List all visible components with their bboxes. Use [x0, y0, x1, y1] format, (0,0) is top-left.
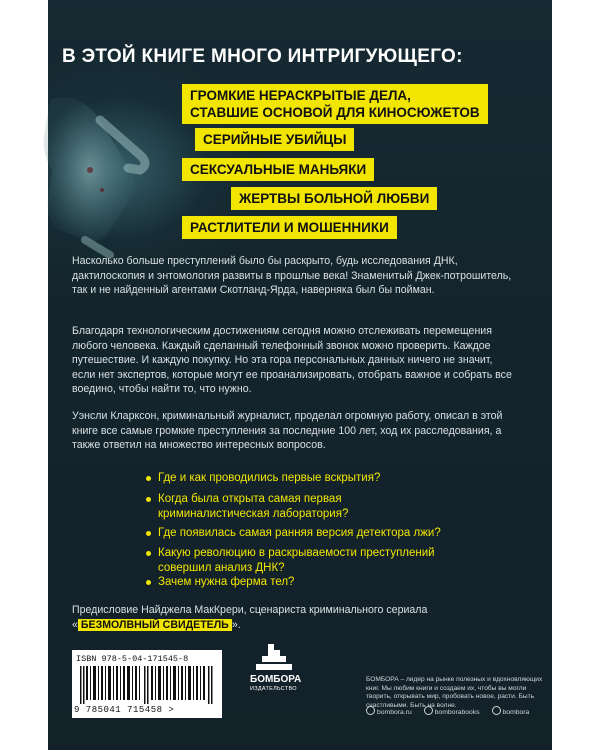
bullet-dot: [146, 580, 151, 585]
barcode-bars: [80, 666, 214, 704]
question-item-cont: совершил анализ ДНК?: [158, 562, 285, 574]
telegram-icon: [492, 706, 501, 715]
bullet-dot: [146, 551, 151, 556]
tag-love-victims: ЖЕРТВЫ БОЛЬНОЙ ЛЮБВИ: [231, 187, 437, 210]
series-title-highlight: БЕЗМОЛВНЫЙ СВИДЕТЕЛЬ: [78, 619, 232, 631]
question-item-cont: криминалистическая лаборатория?: [158, 508, 349, 520]
globe-icon: [366, 706, 375, 715]
social-vk[interactable]: bomborabooks: [424, 709, 480, 716]
barcode: [72, 650, 222, 718]
publisher-name: БОМБОРА: [250, 674, 302, 685]
isbn-text: ISBN 978-5-04-171545-8: [76, 654, 189, 664]
bullet-dot: [146, 531, 151, 536]
bullet-dot: [146, 497, 151, 502]
question-item: Какую революцию в раскрываемости преступлений: [158, 546, 435, 561]
hand-illustration: [0, 60, 190, 260]
tag-fraudsters: РАСТЛИТЕЛИ И МОШЕННИКИ: [182, 216, 397, 239]
bullet-dot: [146, 476, 151, 481]
headline: В ЭТОЙ КНИГЕ МНОГО ИНТРИГУЮЩЕГО:: [62, 46, 463, 67]
question-item: Зачем нужна ферма тел?: [158, 575, 294, 590]
social-site[interactable]: bombora.ru: [366, 709, 412, 716]
publisher-blurb: БОМБОРА – лидер на рынке полезных и вдохновляющих книг. Мы любим книги и создаем их, чтобы вы могли творить, открывать мир, пробовать новое, расти. Быть счастливыми. Быть на волне.: [366, 676, 543, 709]
bombora-logo-icon: [238, 640, 308, 702]
paragraph-2: Благодаря технологическим достижениям сегодня можно отслеживать перемещения любого человека. Каждый сделанный телефонный звонок можно проверить. Каждое путешествие. И каждую покупку. Но эта гора персональных данных ничего не значит, если нет экспертов, которые могут ее проанализировать, отобрать важное и собрать все воедино, чтобы найти то, что нужно.: [72, 325, 512, 395]
question-item: Когда была открыта самая первая: [158, 492, 342, 507]
tag-unsolved-cases: ГРОМКИЕ НЕРАСКРЫТЫЕ ДЕЛА, СТАВШИЕ ОСНОВОЙ ДЛЯ КИНОСЮЖЕТОВ: [182, 84, 488, 124]
barcode-digits: 9 785041 715458 >: [74, 705, 175, 715]
vk-icon: [424, 706, 433, 715]
tag-sex-maniacs: СЕКСУАЛЬНЫЕ МАНЬЯКИ: [182, 158, 374, 181]
paragraph-3: Уэнсли Кларксон, криминальный журналист, проделал огромную работу, описал в этой книге все самые громкие преступления за последние 100 лет, ход их расследования, а также ответил на множество интересных вопросов.: [72, 410, 503, 451]
publisher-sub: ИЗДАТЕЛЬСТВО: [250, 686, 297, 692]
social-telegram[interactable]: bombora: [492, 709, 530, 716]
social-links: [366, 706, 539, 716]
question-item: Где и как проводились первые вскрытия?: [158, 471, 380, 486]
tag-serial-killers: СЕРИЙНЫЕ УБИЙЦЫ: [195, 128, 354, 151]
preface-note: Предисловие Найджела МакКрери, сценариста криминального сериала « БЕЗМОЛВНЫЙ СВИДЕТЕЛЬ ».: [72, 604, 428, 631]
question-item: Где появилась самая ранняя версия детектора лжи?: [158, 526, 441, 541]
paragraph-1: Насколько больше преступлений было бы раскрыто, будь исследования ДНК, дактилоскопия и энтомология развиты в прошлые века! Знаменитый Джек-потрошитель, так и не найденный агентами Скотланд-Ярда, наверняка был бы пойман.: [72, 255, 512, 296]
